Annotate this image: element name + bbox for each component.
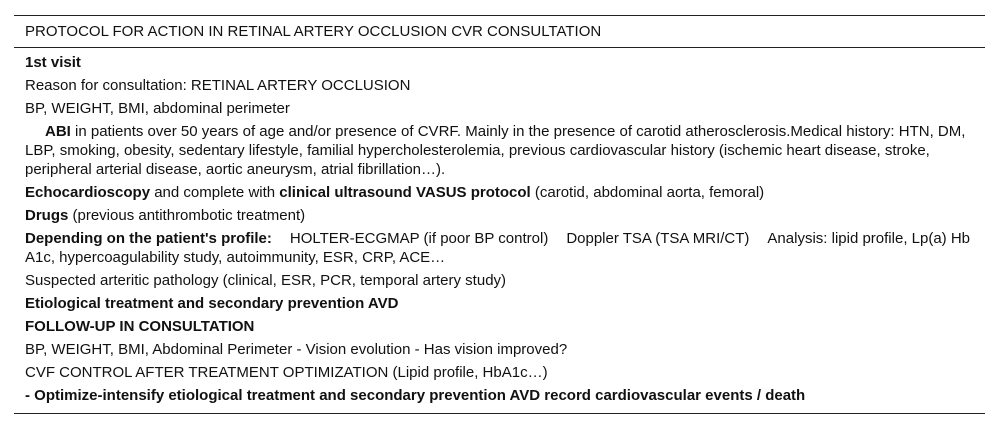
arteritic-row: Suspected arteritic pathology (clinical, ESR, PCR, temporal artery study)	[25, 272, 507, 289]
followup-bp-row: BP, WEIGHT, BMI, Abdominal Perimeter - Vision evolution - Has vision improved?	[25, 341, 568, 358]
drugs-label: Drugs	[25, 207, 69, 224]
cvf-control-row: CVF CONTROL AFTER TREATMENT OPTIMIZATION (Lipid profile, HbA1c…)	[25, 364, 548, 381]
protocol-table	[14, 15, 985, 414]
etiological-row: Etiological treatment and secondary prevention AVD	[25, 295, 399, 312]
profile-holter: HOLTER-ECGMAP (if poor BP control)	[289, 230, 549, 247]
table-header: PROTOCOL FOR ACTION IN RETINAL ARTERY OCCLUSION CVR CONSULTATION	[25, 23, 602, 40]
first-visit-heading: 1st visit	[25, 54, 81, 71]
abi-text: in patients over 50 years of age and/or presence of CVRF. Mainly in the presence of carotid atherosclerosis.Medical history: HTN, DM, LBP, smoking, obesity, sedentary lifestyle, familial hypercholesterolemia, previous cardiovascular history (ischemic heart disease, stroke, peripheral arterial disease, aortic aneurysm, atrial fibrillation…).	[25, 123, 966, 178]
drugs-row	[25, 204, 985, 227]
profile-doppler: Doppler TSA (TSA MRI/CT)	[566, 230, 750, 247]
followup-heading: FOLLOW-UP IN CONSULTATION	[25, 318, 255, 335]
reason-row: Reason for consultation: RETINAL ARTERY OCCLUSION	[25, 77, 411, 94]
table-body	[14, 48, 985, 407]
echo-mid: and complete with	[150, 184, 280, 201]
echo-protocol: clinical ultrasound VASUS protocol	[279, 184, 531, 201]
bp-weight-row: BP, WEIGHT, BMI, abdominal perimeter	[25, 100, 290, 117]
echo-tail: (carotid, abdominal aorta, femoral)	[530, 184, 765, 201]
echo-label: Echocardioscopy	[25, 184, 151, 201]
drugs-text: (previous antithrombotic treatment)	[68, 207, 306, 224]
profile-label: Depending on the patient's profile:	[25, 230, 272, 247]
echo-row	[25, 181, 985, 204]
table-bottom-rule	[14, 413, 985, 414]
abi-row	[25, 120, 985, 181]
optimize-row: - Optimize-intensify etiological treatment and secondary prevention AVD record cardiovascular events / death	[25, 387, 806, 404]
profile-row	[25, 227, 985, 269]
abi-label: ABI	[45, 123, 71, 140]
profile-analysis: Analysis: lipid profile, Lp(a) Hb A1c, hypercoagulability study, autoimmunity, ESR, CRP, ACE…	[25, 230, 971, 266]
